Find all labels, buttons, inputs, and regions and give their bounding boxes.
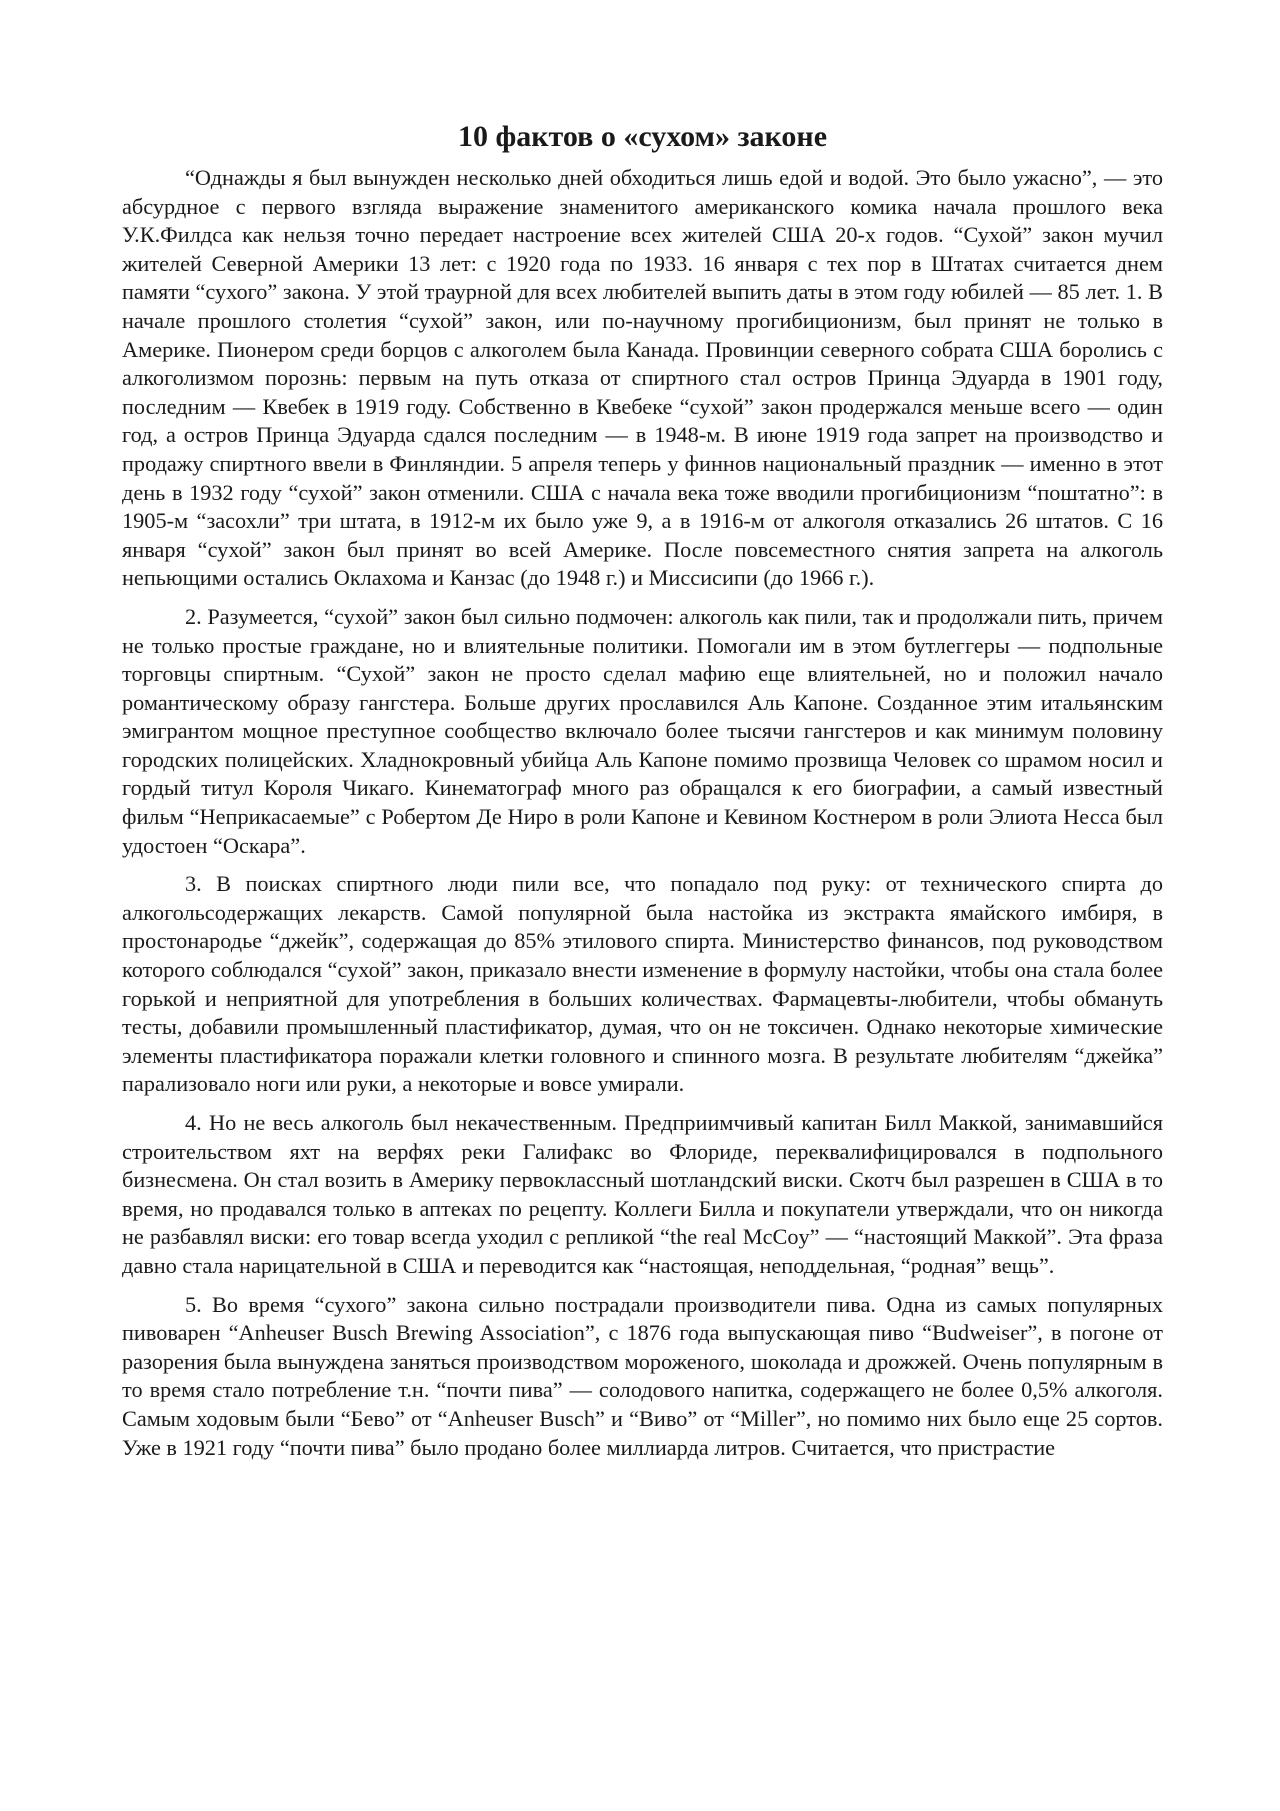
paragraph-intro: “Однажды я был вынужден несколько дней обходиться лишь едой и водой. Это было ужасно”, — это абсурдное с первого взгляда выражение знаменитого американского комика начала прошлого века У.К.Филдса как нельзя точно передает настроение всех жителей США 20-х годов. “Сухой” закон мучил жителей Северной Америки 13 лет: с 1920 года по 1933. 16 января с тех пор в Штатах считается днем памяти “сухого” закона. У этой траурной для всех любителей выпить даты в этом году юбилей — 85 лет. 1. В начале прошлого столетия “сухой” закон, или по-научному прогибиционизм, был принят не только в Америке. Пионером среди борцов с алкоголем была Канада. Провинции северного собрата США боролись с алкоголизмом порознь: первым на путь отказа от спиртного стал остров Принца Эдуарда в 1901 году, последним — Квебек в 1919 году. Собственно в Квебеке “сухой” закон продержался меньше всего — один год, а остров Принца Эдуарда сдался последним — в 1948-м. В июне 1919 года запрет на производство и продажу спиртного ввели в Финляндии. 5 апреля теперь у финнов национальный праздник — именно в этот день в 1932 году “сухой” закон отменили. США с начала века тоже вводили прогибиционизм “поштатно”: в 1905-м “засохли” три штата, в 1912-м их было уже 9, а в 1916-м от алкоголя отказались 26 штатов. С 16 января “сухой” закон был принят во всей Америке. После повсеместного снятия запрета на алкоголь непьющими остались Оклахома и Канзас (до 1948 г.) и Миссисипи (до 1966 г.). [122,165,1163,591]
paragraph-fact-5: 5. Во время “сухого” закона сильно пострадали производители пива. Одна из самых популярных пивоварен “Anheuser Busch Brewing Association”, с 1876 года выпускающая пиво “Budweiser”, в погоне от разорения была вынуждена заняться производством мороженого, шоколада и дрожжей. Очень популярным в то время стало потребление т.н. “почти пива” — солодового напитка, содержащего не более 0,5% алкоголя. Самым ходовым были “Бево” от “Anheuser Busch” и “Виво” от “Miller”, но помимо них было еще 25 сортов. Уже в 1921 году “почти пива” было продано более миллиарда литров. Считается, что пристрастие [122,1291,1163,1460]
paragraph-fact-4: 4. Но не весь алкоголь был некачественным. Предприимчивый капитан Билл Маккой, занимавшийся строительством яхт на верфях реки Галифакс во Флориде, переквалифицировался в подпольного бизнесмена. Он стал возить в Америку первоклассный шотландский виски. Скотч был разрешен в США в то время, но продавался только в аптеках по рецепту. Коллеги Билла и покупатели утверждали, что он никогда не разбавлял виски: его товар всегда уходил с репликой “the real McCoy” — “настоящий Маккой”. Эта фраза давно стала нарицательной в США и переводится как “настоящая, неподдельная, “родная” вещь”. [122,1110,1163,1278]
paragraph-fact-3: 3. В поисках спиртного люди пили все, что попадало под руку: от технического спирта до алкогольсодержащих лекарств. Самой популярной была настойка из экстракта ямайского имбиря, в простонародье “джейк”, содержащая до 85% этилового спирта. Министерство финансов, под руководством которого соблюдался “сухой” закон, приказало внести изменение в формулу настойки, чтобы она стала более горькой и неприятной для употребления в больших количествах. Фармацевты-любители, чтобы обмануть тесты, добавили промышленный пластификатор, думая, что он не токсичен. Однако некоторые химические элементы пластификатора поражали клетки головного и спинного мозга. В результате любителям “джейка” парализовало ноги или руки, а некоторые и вовсе умирали. [122,871,1163,1097]
document-body [122,120,1163,1472]
document-title: 10 фактов о «сухом» законе [457,120,828,153]
paragraph-fact-2: 2. Разумеется, “сухой” закон был сильно подмочен: алкоголь как пили, так и продолжали пить, причем не только простые граждане, но и влиятельные политики. Помогали им в этом бутлеггеры — подпольные торговцы спиртным. “Сухой” закон не просто сделал мафию еще влиятельней, но и положил начало романтическому образу гангстера. Больше других прославился Аль Капоне. Созданное этим итальянским эмигрантом мощное преступное сообщество включало более тысячи гангстеров и как минимум половину городских полицейских. Хладнокровный убийца Аль Капоне помимо прозвища Человек со шрамом носил и гордый титул Короля Чикаго. Кинематограф много раз обращался к его биографии, а самый известный фильм “Неприкасаемые” с Робертом Де Ниро в роли Капоне и Кевином Костнером в роли Элиота Несса был удостоен “Оскара”. [122,603,1163,858]
